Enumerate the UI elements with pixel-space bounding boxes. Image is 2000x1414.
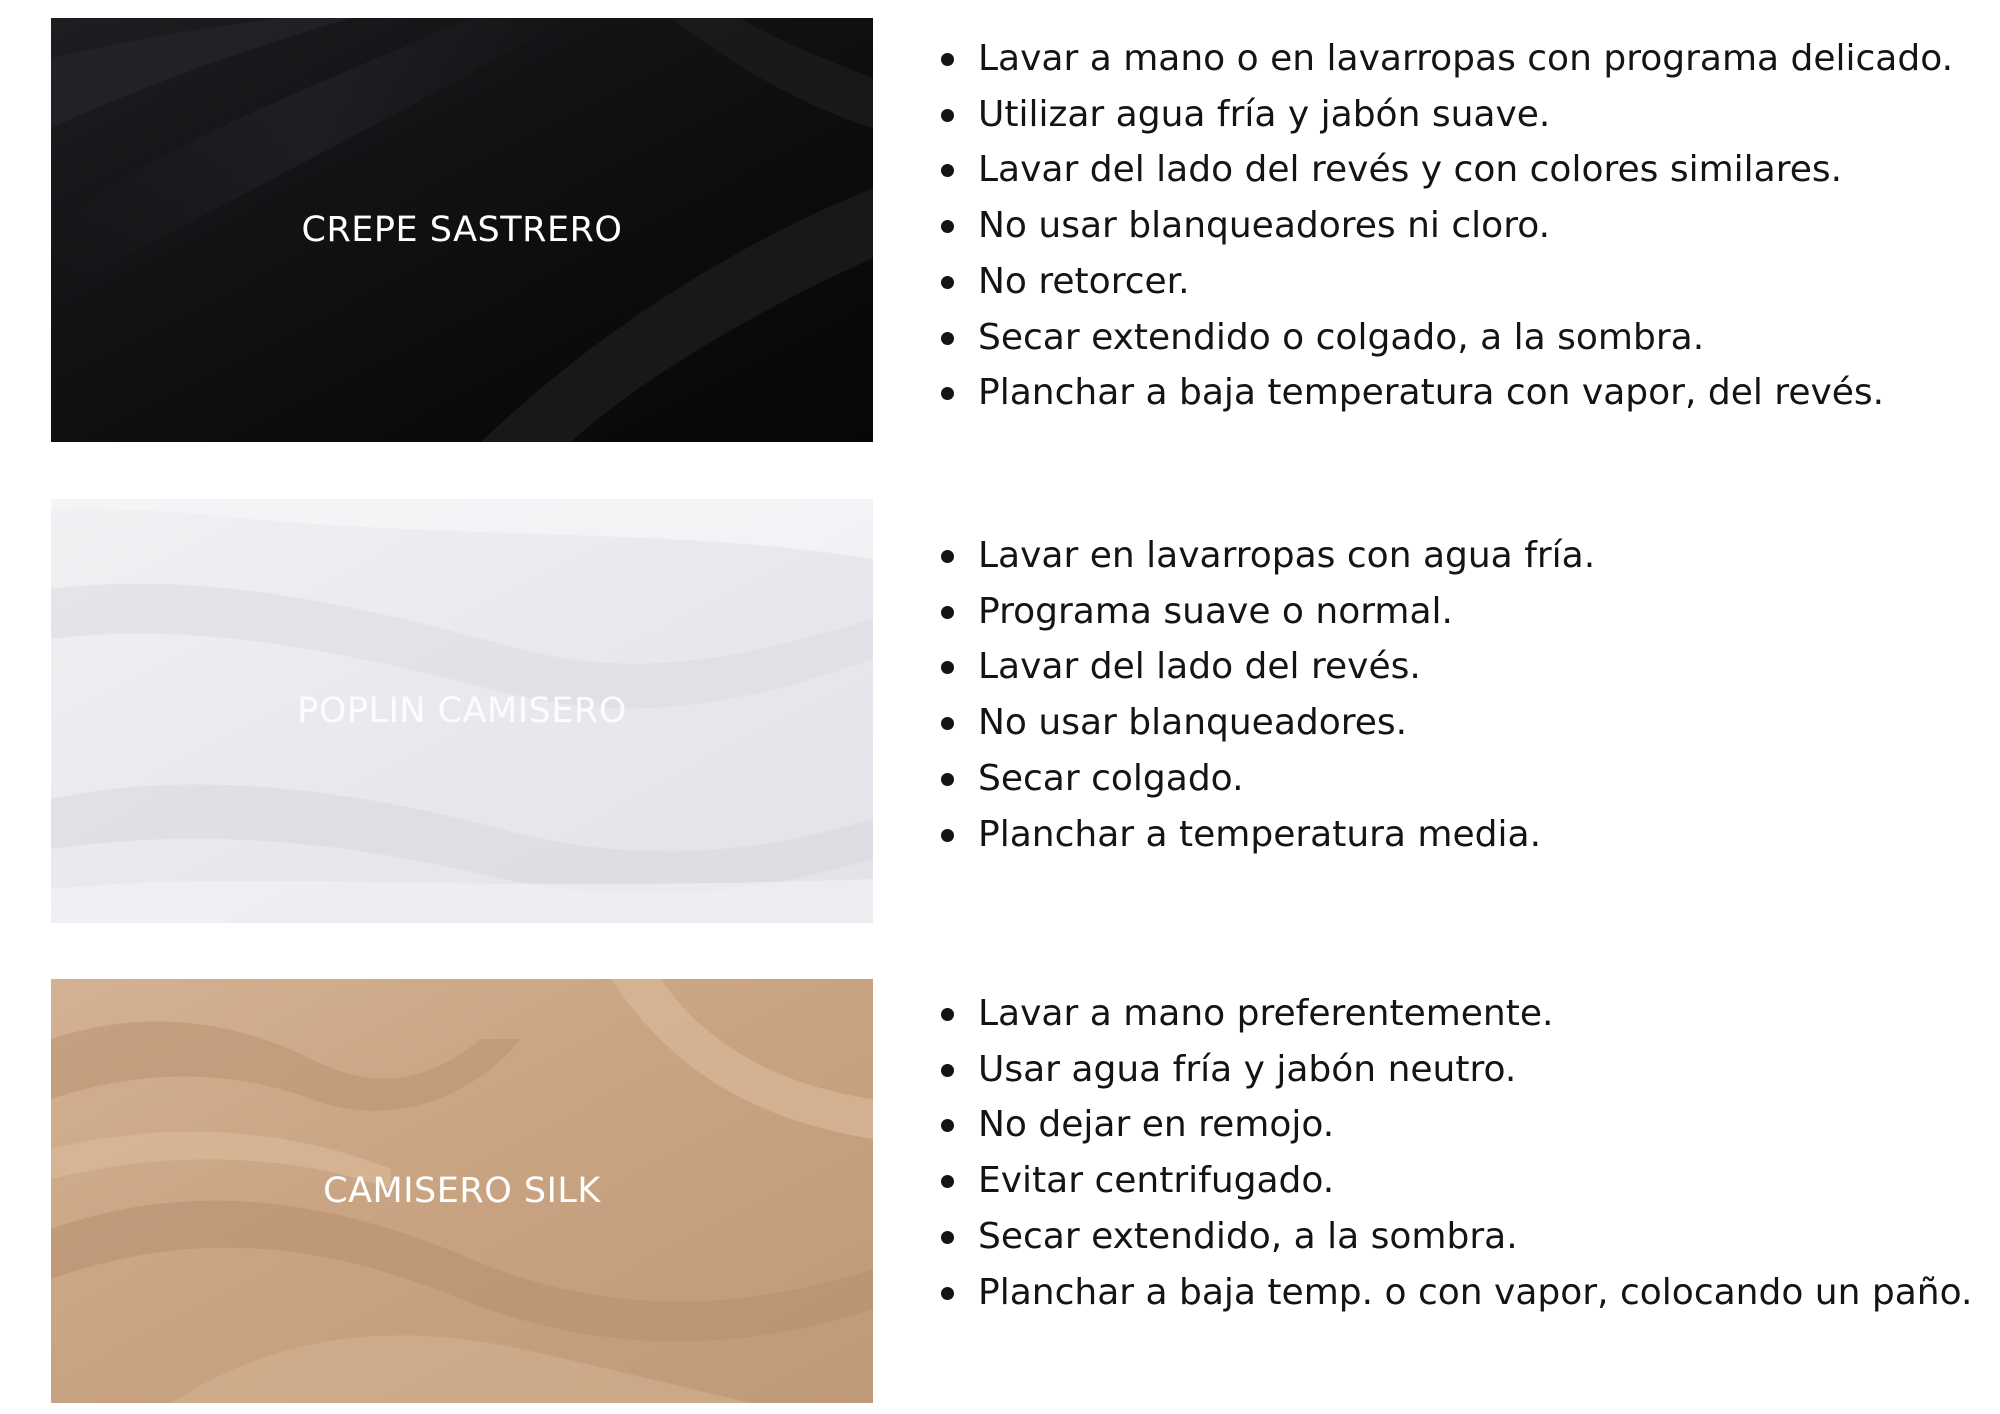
- care-instructions-list: [941, 31, 1953, 421]
- bullet-icon: [941, 109, 954, 122]
- bullet-icon: [941, 606, 954, 619]
- material-section-crepe-sastrero: [0, 18, 2000, 442]
- bullet-icon: [941, 1119, 954, 1132]
- care-instruction-item: Lavar del lado del revés y con colores similares.: [941, 142, 1953, 198]
- bullet-icon: [941, 1008, 954, 1021]
- care-instruction-item: Secar extendido, a la sombra.: [941, 1209, 1972, 1265]
- bullet-icon: [941, 387, 954, 400]
- material-name-label: POPLIN CAMISERO: [297, 691, 627, 731]
- material-name-label: CREPE SASTRERO: [301, 210, 623, 250]
- bullet-icon: [941, 717, 954, 730]
- care-instruction-item: Utilizar agua fría y jabón suave.: [941, 87, 1953, 143]
- care-instruction-item: No usar blanqueadores.: [941, 695, 1595, 751]
- bullet-icon: [941, 1064, 954, 1077]
- care-instructions-list: [941, 986, 1972, 1320]
- care-instruction-item: Secar colgado.: [941, 751, 1595, 807]
- care-instruction-item: No retorcer.: [941, 254, 1953, 310]
- care-instruction-item: No dejar en remojo.: [941, 1097, 1972, 1153]
- fabric-swatch-image: [51, 499, 873, 923]
- care-instruction-item: Planchar a baja temp. o con vapor, colocando un paño.: [941, 1265, 1972, 1321]
- bullet-icon: [941, 276, 954, 289]
- bullet-icon: [941, 1231, 954, 1244]
- care-instruction-item: No usar blanqueadores ni cloro.: [941, 198, 1953, 254]
- care-instruction-item: Planchar a temperatura media.: [941, 807, 1595, 863]
- care-instruction-item: Evitar centrifugado.: [941, 1153, 1972, 1209]
- bullet-icon: [941, 220, 954, 233]
- care-instruction-item: Programa suave o normal.: [941, 584, 1595, 640]
- fabric-swatch-image: [51, 979, 873, 1403]
- bullet-icon: [941, 1287, 954, 1300]
- bullet-icon: [941, 332, 954, 345]
- bullet-icon: [941, 829, 954, 842]
- care-instructions-list: [941, 528, 1595, 862]
- care-instruction-item: Lavar a mano preferentemente.: [941, 986, 1972, 1042]
- bullet-icon: [941, 550, 954, 563]
- care-instruction-item: Usar agua fría y jabón neutro.: [941, 1042, 1972, 1098]
- bullet-icon: [941, 1175, 954, 1188]
- care-instruction-item: Secar extendido o colgado, a la sombra.: [941, 310, 1953, 366]
- care-instruction-item: Planchar a baja temperatura con vapor, del revés.: [941, 365, 1953, 421]
- fabric-swatch-image: [51, 18, 873, 442]
- bullet-icon: [941, 53, 954, 66]
- bullet-icon: [941, 661, 954, 674]
- bullet-icon: [941, 773, 954, 786]
- material-name-label: CAMISERO SILK: [323, 1171, 601, 1211]
- material-section-poplin-camisero: [0, 499, 2000, 923]
- care-instruction-item: Lavar a mano o en lavarropas con programa delicado.: [941, 31, 1953, 87]
- material-section-camisero-silk: [0, 979, 2000, 1403]
- care-instruction-item: Lavar en lavarropas con agua fría.: [941, 528, 1595, 584]
- bullet-icon: [941, 164, 954, 177]
- care-instruction-item: Lavar del lado del revés.: [941, 639, 1595, 695]
